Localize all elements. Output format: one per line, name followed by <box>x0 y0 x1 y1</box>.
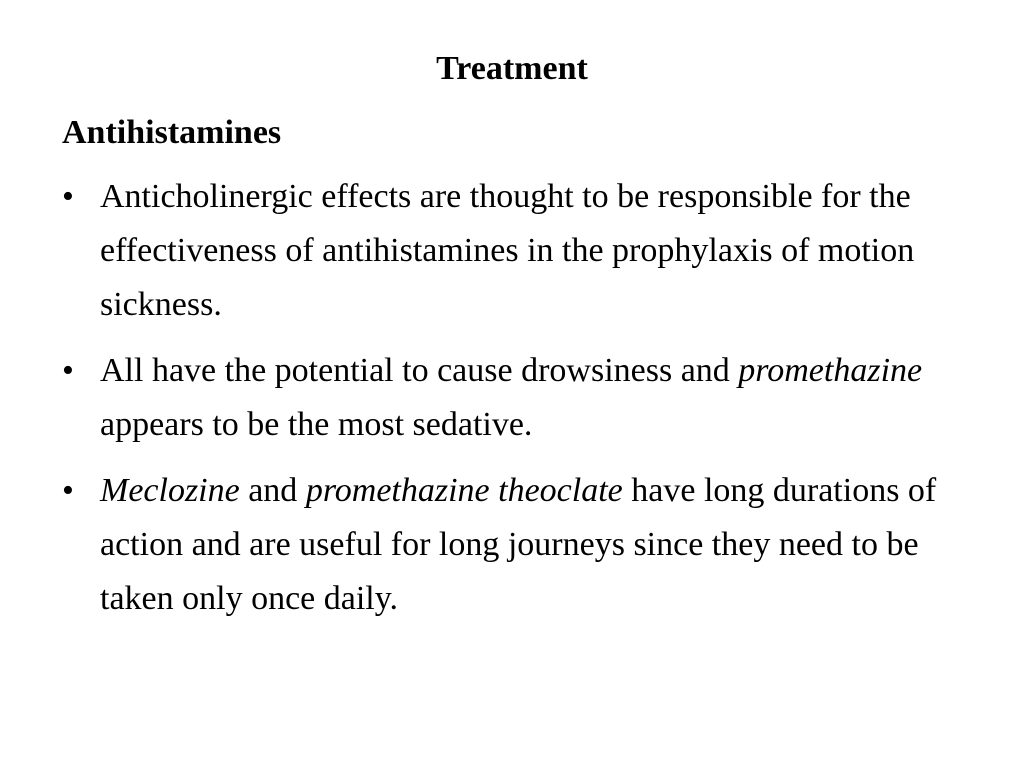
bullet-text: All have the potential to cause drowsiness and <box>100 352 739 389</box>
bullet-item-1 <box>62 170 972 332</box>
slide-title: Treatment <box>436 50 588 87</box>
bullet-text: and <box>239 472 306 509</box>
section-heading: Antihistamines <box>62 114 282 151</box>
drug-name-italic: promethazine theoclate <box>305 472 623 509</box>
bullet-text: Anticholinergic effects are thought to be responsible for the effectiveness of antihistamines in the prophylaxis of motion sickness. <box>100 178 915 323</box>
bullet-icon: • <box>62 352 74 389</box>
bullet-icon: • <box>62 178 74 215</box>
drug-name-italic: Meclozine <box>100 472 240 509</box>
bullet-list <box>62 170 972 638</box>
bullet-icon: • <box>62 472 74 509</box>
drug-name-italic: promethazine <box>738 352 923 389</box>
bullet-item-3 <box>62 464 972 626</box>
bullet-text: appears to be the most sedative. <box>100 406 533 443</box>
bullet-text: have long durations of action and are useful for long journeys since they need to be taken only once daily. <box>100 472 937 617</box>
bullet-item-2 <box>62 344 972 452</box>
